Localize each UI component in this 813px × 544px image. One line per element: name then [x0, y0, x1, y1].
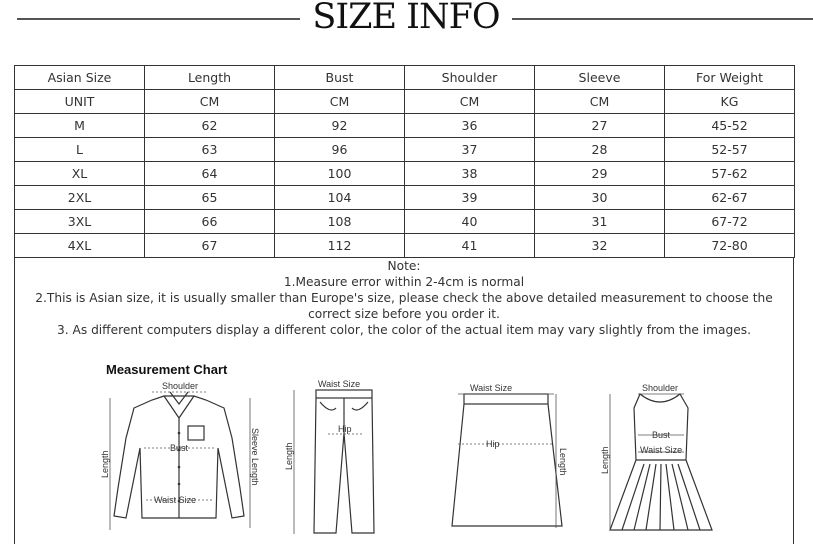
header-cell: For Weight [665, 66, 795, 90]
unit-cell: KG [665, 90, 795, 114]
table-cell: 38 [405, 162, 535, 186]
table-cell: 27 [535, 114, 665, 138]
table-cell: 96 [275, 138, 405, 162]
table-cell: 67-72 [665, 210, 795, 234]
table-cell: 64 [145, 162, 275, 186]
note-line-3: 3. As different computers display a different color, the color of the actual item may vary slightly from the images. [57, 323, 751, 337]
unit-row [15, 90, 795, 114]
table-cell: 30 [535, 186, 665, 210]
shirt-bust-label: Bust [170, 443, 189, 453]
skirt-hip-label: Hip [486, 439, 500, 449]
shirt-length-label: Length [100, 450, 110, 478]
table-cell: 36 [405, 114, 535, 138]
pants-hip-label: Hip [338, 424, 352, 434]
table-row [15, 210, 795, 234]
shirt-sleeve-label: Sleeve Length [250, 428, 260, 486]
page-title: SIZE INFO [312, 0, 500, 37]
table-cell: 92 [275, 114, 405, 138]
table-cell: XL [15, 162, 145, 186]
table-cell: 41 [405, 234, 535, 258]
dress-bust-label: Bust [652, 430, 671, 440]
header-cell: Sleeve [535, 66, 665, 90]
shirt-illustration [100, 378, 274, 544]
size-table [14, 65, 795, 258]
table-cell: 4XL [15, 234, 145, 258]
measurement-chart-title: Measurement Chart [106, 362, 228, 377]
unit-cell: CM [405, 90, 535, 114]
skirt-illustration [450, 378, 580, 544]
table-cell: 65 [145, 186, 275, 210]
table-cell: 104 [275, 186, 405, 210]
skirt-diagram [450, 378, 580, 544]
table-cell: 62 [145, 114, 275, 138]
table-cell: 62-67 [665, 186, 795, 210]
pants-illustration [286, 378, 386, 544]
skirt-length-label: Length [558, 448, 568, 476]
table-cell: 31 [535, 210, 665, 234]
table-cell: 72-80 [665, 234, 795, 258]
table-cell: L [15, 138, 145, 162]
table-header-row [15, 66, 795, 90]
header-cell: Bust [275, 66, 405, 90]
title-rule-left [17, 18, 300, 20]
table-cell: 37 [405, 138, 535, 162]
dress-illustration [600, 378, 719, 544]
pants-diagram [286, 378, 386, 544]
dress-length-label: Length [600, 446, 610, 474]
title-row [0, 0, 813, 44]
table-cell: 45-52 [665, 114, 795, 138]
table-cell: 32 [535, 234, 665, 258]
unit-cell: CM [145, 90, 275, 114]
table-cell: 57-62 [665, 162, 795, 186]
table-cell: 66 [145, 210, 275, 234]
shirt-waist-label: Waist Size [154, 495, 197, 505]
table-cell: 2XL [15, 186, 145, 210]
header-cell: Asian Size [15, 66, 145, 90]
table-cell: 108 [275, 210, 405, 234]
unit-cell: CM [535, 90, 665, 114]
dress-diagram [600, 378, 719, 544]
table-cell: 112 [275, 234, 405, 258]
table-row [15, 234, 795, 258]
note-heading: Note: [387, 259, 421, 273]
unit-cell: UNIT [15, 90, 145, 114]
table-cell: 100 [275, 162, 405, 186]
dress-shoulder-label: Shoulder [642, 383, 679, 393]
pants-length-label: Length [284, 442, 294, 470]
table-row [15, 114, 795, 138]
skirt-waist-label: Waist Size [470, 383, 513, 393]
table-cell: 29 [535, 162, 665, 186]
unit-cell: CM [275, 90, 405, 114]
table-cell: 52-57 [665, 138, 795, 162]
table-cell: 63 [145, 138, 275, 162]
table-row [15, 186, 795, 210]
table-cell: 28 [535, 138, 665, 162]
note-line-1: 1.Measure error within 2-4cm is normal [283, 275, 525, 289]
table-row [15, 138, 795, 162]
title-rule-right [512, 18, 813, 20]
pants-waist-label: Waist Size [318, 379, 361, 389]
header-cell: Length [145, 66, 275, 90]
table-cell: 40 [405, 210, 535, 234]
table-cell: 3XL [15, 210, 145, 234]
dress-waist-label: Waist Size [640, 445, 683, 455]
table-row [15, 162, 795, 186]
header-cell: Shoulder [405, 66, 535, 90]
table-cell: M [15, 114, 145, 138]
table-cell: 39 [405, 186, 535, 210]
table-cell: 67 [145, 234, 275, 258]
note-line-2: 2.This is Asian size, it is usually smaller than Europe's size, please check the above detailed measurement to choose the correct size before you order it. [35, 291, 773, 321]
shirt-shoulder-label: Shoulder [162, 381, 199, 391]
shirt-diagram [100, 378, 274, 544]
